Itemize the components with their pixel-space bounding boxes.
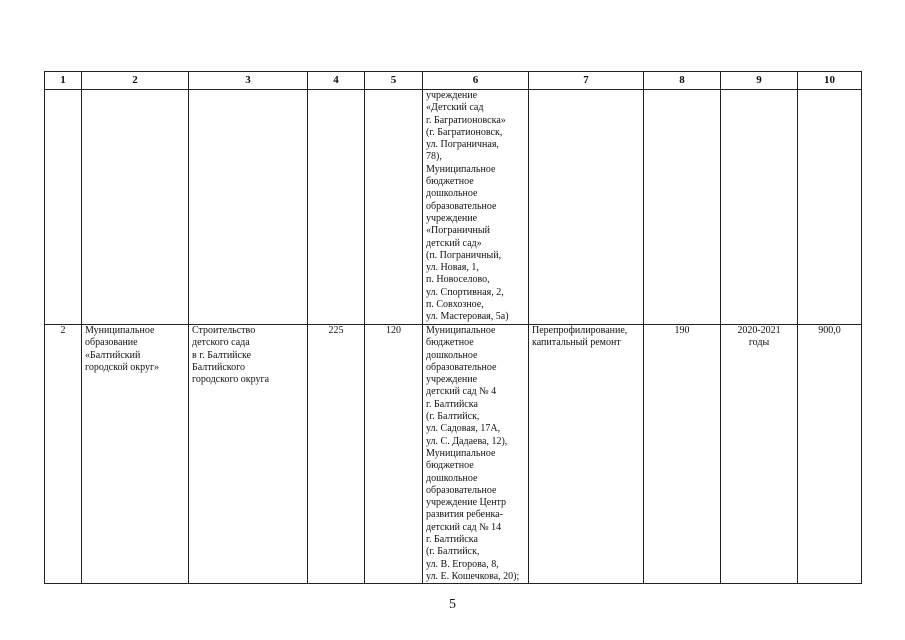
header-cell: 1 xyxy=(45,72,82,90)
table-row xyxy=(45,90,862,325)
header-cell: 6 xyxy=(423,72,529,90)
places-cell xyxy=(365,90,423,325)
work-type-cell: Перепрофилирование, капитальный ремонт xyxy=(529,325,644,584)
header-row xyxy=(45,72,862,90)
header-cell: 9 xyxy=(721,72,798,90)
document-table xyxy=(44,71,862,584)
places-cell: 120 xyxy=(365,325,423,584)
value-cell: 190 xyxy=(644,325,721,584)
institution-cell: учреждение «Детский сад г. Багратионовска» (г. Багратионовск, ул. Пограничная, 78), Муниципальное бюджетное дошкольное образовательное учреждение «Пограничный детский сад» (п. Пограничный, ул. Новая, 1, п. Новоселово, ул. Спортивная, 2, п. Совхозное, ул. Мастеровая, 5а) xyxy=(423,90,529,325)
header-cell: 8 xyxy=(644,72,721,90)
institution-cell: Муниципальное бюджетное дошкольное образовательное учреждение детский сад № 4 г. Балтийска (г. Балтийск, ул. Садовая, 17А, ул. С. Дадаева, 12), Муниципальное бюджетное дошкольное образовательное учреждение Центр развития ребенка- детский сад № 14 г. Балтийска (г. Балтийск, ул. В. Егорова, 8, ул. Е. Кошечкова, 20); xyxy=(423,325,529,584)
table-row xyxy=(45,325,862,584)
project-cell xyxy=(189,90,308,325)
capacity-cell xyxy=(308,90,365,325)
value-cell xyxy=(644,90,721,325)
municipality-cell xyxy=(82,90,189,325)
row-number-cell: 2 xyxy=(45,325,82,584)
project-cell: Строительство детского сада в г. Балтийске Балтийского городского округа xyxy=(189,325,308,584)
work-type-cell xyxy=(529,90,644,325)
row-number-cell xyxy=(45,90,82,325)
header-cell: 10 xyxy=(798,72,862,90)
header-cell: 2 xyxy=(82,72,189,90)
municipality-cell: Муниципальное образование «Балтийский городской округ» xyxy=(82,325,189,584)
amount-cell xyxy=(798,90,862,325)
header-cell: 5 xyxy=(365,72,423,90)
amount-cell: 900,0 xyxy=(798,325,862,584)
header-cell: 7 xyxy=(529,72,644,90)
period-cell: 2020-2021 годы xyxy=(721,325,798,584)
page-number: 5 xyxy=(449,597,456,612)
period-cell xyxy=(721,90,798,325)
header-cell: 4 xyxy=(308,72,365,90)
header-cell: 3 xyxy=(189,72,308,90)
capacity-cell: 225 xyxy=(308,325,365,584)
